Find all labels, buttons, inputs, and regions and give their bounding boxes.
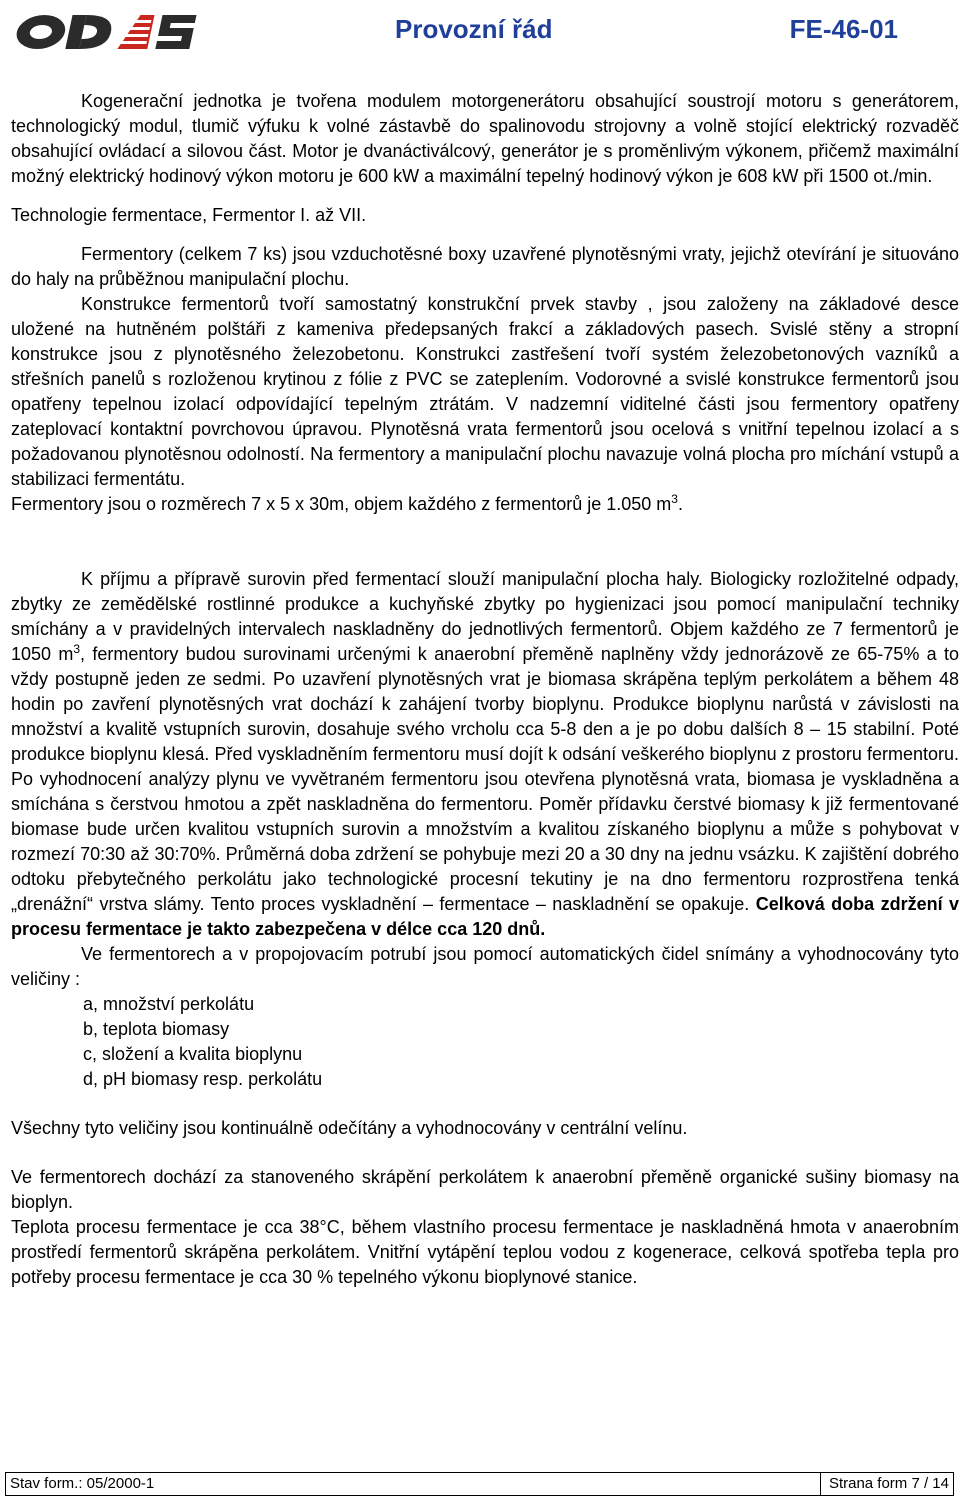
dimensions-text: Fermentory jsou o rozměrech 7 x 5 x 30m, objem každého z fermentorů je 1.050 m xyxy=(11,494,672,514)
paragraph-fermentors: Fermentory (celkem 7 ks) jsou vzduchotěsné boxy uzavřené plynotěsnými vraty, jejichž otevírání je situováno do haly na průběžnou manipulační plochu. xyxy=(11,244,959,289)
paragraph-temperature: Teplota procesu fermentace je cca 38°C, během vlastního procesu fermentace je naskladněná hmota v anaerobním prostředí fermentorů skrápěna perkolátem. Vnitřní vytápění teplou vodou z kogenerace, celková spotřeba tepla pro potřeby procesu fermentace je cca 30 % tepelného výkonu bioplynové stanice. xyxy=(11,1217,959,1287)
paragraph-dimensions xyxy=(11,492,959,517)
dimensions-end: . xyxy=(677,494,683,514)
process-text-a: K příjmu a přípravě surovin před fermentací slouží manipulační plocha haly. Biologicky rozložitelné odpady, zbytky ze zemědělské rostlinné produkce a kuchyňské zbytky po hygienizaci jsou pomocí manipulační techniky smíchány a v pravidelných intervalech naskladněny do jednotlivých fermentorů. Objem každého ze 7 fermentorů je 1050 m xyxy=(11,569,959,664)
process-bold-summary: Celková doba zdržení v procesu fermentace je takto zabezpečena v délce cca 120 dnů. xyxy=(11,894,960,939)
paragraph-anaerobic: Ve fermentorech dochází za stanoveného skrápění perkolátem k anaerobní přeměně organické sušiny biomasy na bioplyn. xyxy=(11,1167,959,1212)
page-footer xyxy=(5,1472,954,1496)
company-logo xyxy=(8,8,198,56)
paragraph-process xyxy=(11,567,959,942)
page-header xyxy=(0,0,960,62)
paragraph-sensors: Ve fermentorech a v propojovacím potrubí jsou pomocí automatických čidel snímány a vyhodnocovány tyto veličiny : xyxy=(11,944,959,989)
form-status: Stav form.: 05/2000-1 xyxy=(10,1475,155,1492)
page-number: Strana form 7 / 14 xyxy=(820,1473,953,1495)
paragraph-construction: Konstrukce fermentorů tvoří samostatný konstrukční prvek stavby , jsou založeny na základové desce uložené na hutněném polštáři z kameniva předepsaných frakcí a základových pasech. Svislé stěny a stropní konstrukce jsou z plynotěsného železobetonu. Konstrukci zastřešení tvoří systém železobetonových vazníků a střešních panelů s rozloženou krytinou z fólie z PVC se zateplením. Vodorovné a svislé konstrukce fermentorů jsou opatřeny tepelnou izolací odpovídající tepelným ztrátám. V nadzemní viditelné části jsou fermentory opatřeny zateplovací kontaktní povrchovou úpravou. Plynotěsná vrata fermentorů jsou ocelová s vnitřní tepelnou izolací a s požadovanou plynotěsnou odolností. Na fermentory a manipulační plochu navazuje volná plocha pro míchání vstupů a stabilizaci fermentátu. xyxy=(11,294,959,489)
process-text-b: , fermentory budou surovinami určenými k anaerobní přeměně naplněny vždy jednorázově ze 65-75% a to vždy postupně jeden ze sedmi. Po uzavření plynotěsných vrat je biomasa skrápěna teplým perkolátem a během 48 hodin po zavření plynotěsných vrat dochází k zahájení tvorby bioplynu. Produkce bioplynu narůstá v závislosti na množství a kvalitě vstupních surovin, dosahuje svého vrcholu cca 5-8 den a je po dobu dalších 8 – 15 stabilní. Poté produkce bioplynu klesá. Před vyskladněním fermentoru musí dojít k odsání veškerého bioplynu z prostoru fermentoru. Po vyhodnocení analýzy plynu ve vyvětraném fermentoru jsou otevřena plynotěsná vrata, biomasa je vyskladněna a smíchána s čerstvou hmotou a zpět naskladněna do fermentoru. Poměr přídavku čerstvé biomasy k již fermentované biomase bude určen kvalitou vstupních surovin a množstvím a kvalitou získaného bioplynu a může s pohybovat v rozmezí 70:30 až 30:70%. Průměrná doba zdržení se pohybuje mezi 20 a 30 dny na jednu vsázku. K zajištění dobrého odtoku přebytečného perkolátu jako technologické procesní tekutiny je na dno fermentoru rozprostřena tenká „drenážní“ vrstva slámy. Tento proces vyskladnění – fermentace – naskladnění se opakuje. xyxy=(11,644,959,914)
process-exponent: 3 xyxy=(73,642,81,656)
list-item: c, složení a kvalita bioplynu xyxy=(83,1044,303,1064)
sensor-list xyxy=(11,992,959,1092)
document-code: FE-46-01 xyxy=(789,14,898,44)
document-body xyxy=(11,89,959,1290)
list-item: a, množství perkolátu xyxy=(83,994,255,1014)
document-title: Provozní řád xyxy=(395,14,553,44)
list-item: b, teplota biomasy xyxy=(83,1019,230,1039)
section-heading: Technologie fermentace, Fermentor I. až VII. xyxy=(11,205,367,225)
list-item: d, pH biomasy resp. perkolátu xyxy=(83,1069,323,1089)
paragraph-monitoring: Všechny tyto veličiny jsou kontinuálně odečítány a vyhodnocovány v centrální velínu. xyxy=(11,1118,688,1138)
paragraph-cogeneration: Kogenerační jednotka je tvořena modulem motorgenerátoru obsahující soustrojí motoru s generátorem, technologický modul, tlumič výfuku k volné zástavbě do spalinovodu strojovny a volně stojící elektrický rozvaděč obsahující ovládací a silovou část. Motor je dvanáctiválcový, generátor je s proměnlivým výkonem, přičemž maximální možný elektrický hodinový výkon motoru je 600 kW a maximální tepelný hodinový výkon je 608 kW při 1500 ot./min. xyxy=(11,91,959,186)
odas-logo-icon xyxy=(8,8,198,56)
dimensions-exponent: 3 xyxy=(671,492,678,506)
